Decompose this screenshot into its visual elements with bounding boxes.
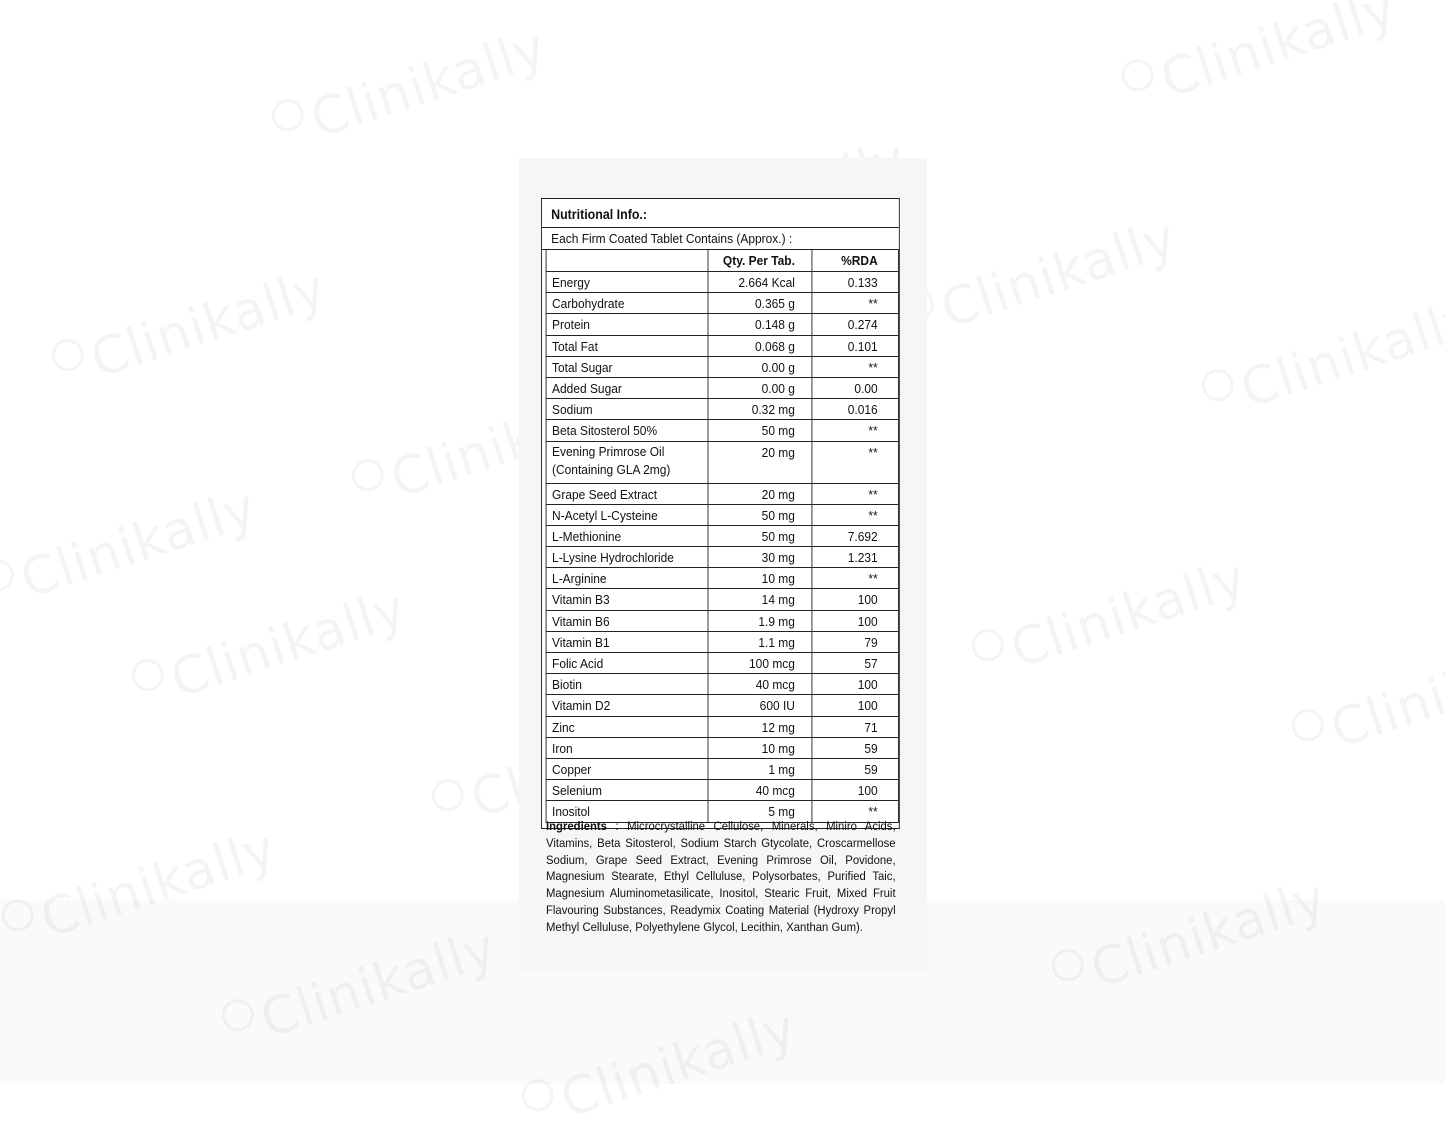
nutrient-name: Folic Acid [547, 653, 709, 673]
nutrient-name: Sodium [547, 399, 709, 419]
nutrient-qty: 1.9 mg [708, 611, 812, 631]
watermark-text [304, 18, 554, 150]
watermark-text [934, 208, 1184, 340]
nutrient-rda: 0.133 [847, 275, 878, 290]
nutrient-qty: 1.1 mg [708, 632, 812, 652]
nutrient-qty: 20 mg [708, 442, 812, 483]
table-header-row [547, 250, 898, 272]
table-row [547, 526, 898, 547]
nutrient-rda: 0.101 [847, 338, 878, 354]
table-row [547, 505, 898, 526]
table-row [547, 357, 898, 378]
nutrient-name: Vitamin B6 [547, 611, 709, 631]
nutrient-rda: 59 [864, 761, 878, 777]
brand-mark-icon [128, 655, 168, 695]
nutrient-rda: 79 [864, 634, 878, 650]
watermark-text [1154, 0, 1404, 110]
nutrient-rda: ** [868, 571, 878, 587]
nutrient-name: Vitamin B3 [547, 589, 709, 609]
table-row [547, 653, 898, 674]
nutrition-title: Nutritional Info.: [542, 199, 899, 228]
nutrient-name: Energy [547, 272, 709, 292]
table-row [547, 484, 898, 505]
nutrient-rda: ** [868, 507, 878, 523]
watermark [1288, 628, 1445, 772]
table-row [547, 738, 898, 759]
table-row [547, 293, 898, 314]
nutrient-name: Beta Sitosterol 50% [547, 420, 709, 440]
nutrient-qty: 50 mg [708, 420, 812, 440]
nutrition-table [541, 198, 900, 829]
nutrient-rda: ** [868, 423, 878, 439]
nutrient-rda: 0.016 [847, 402, 878, 418]
nutrient-qty: 50 mg [708, 505, 812, 525]
nutrient-rda: 57 [864, 656, 878, 671]
nutrient-name: Total Fat [547, 336, 709, 356]
nutrient-name: L-Methionine [547, 526, 709, 546]
nutrient-name-line2: (Containing GLA 2mg) [552, 461, 671, 477]
watermark [268, 18, 554, 162]
nutrient-qty: 0.148 g [708, 314, 812, 334]
table-row [547, 695, 898, 716]
table-row [547, 314, 898, 335]
nutrient-name: Added Sugar [547, 378, 709, 398]
nutrient-rda: 100 [857, 592, 878, 608]
nutrient-name: Zinc [547, 717, 709, 737]
nutrient-name-line1: Evening Primrose Oil [552, 443, 665, 459]
nutrient-name: Iron [547, 738, 709, 758]
nutrient-name: L-Arginine [547, 568, 709, 588]
nutrient-qty: 0.00 g [708, 378, 812, 398]
nutrient-name: Selenium [547, 780, 709, 800]
watermark [1118, 0, 1404, 122]
nutrient-qty: 2.664 Kcal [708, 272, 812, 292]
table-row [547, 611, 898, 632]
nutrient-qty: 50 mg [708, 526, 812, 546]
table-row [547, 547, 898, 568]
header-qty: Qty. Per Tab. [708, 250, 812, 271]
watermark-text [1324, 628, 1445, 760]
nutrient-rda: 100 [857, 783, 878, 799]
nutrition-subtitle: Each Firm Coated Tablet Contains (Approx.) : [542, 228, 899, 250]
nutrient-qty: 20 mg [708, 484, 812, 504]
nutrient-qty: 14 mg [708, 589, 812, 609]
brand-mark-icon [48, 335, 88, 375]
watermark-text [84, 258, 334, 390]
table-row [547, 399, 898, 420]
watermark [0, 478, 264, 622]
nutrient-name: Protein [547, 314, 709, 334]
watermark-text [1004, 548, 1254, 680]
nutrient-qty: 1 mg [708, 759, 812, 779]
table-row [547, 632, 898, 653]
nutrient-name: Vitamin B1 [547, 632, 709, 652]
nutrient-qty: 0.32 mg [708, 399, 812, 419]
table-row [547, 674, 898, 695]
nutrient-name: L-Lysine Hydrochloride [547, 547, 709, 567]
brand-mark-icon [1288, 705, 1328, 745]
table-row [547, 717, 898, 738]
table-row [547, 568, 898, 589]
nutrient-rda: ** [868, 359, 878, 375]
watermark [48, 258, 334, 402]
nutrient-qty: 0.365 g [708, 293, 812, 313]
brand-mark-icon [428, 775, 468, 815]
nutrient-qty: 10 mg [708, 738, 812, 758]
nutrient-rda: ** [868, 444, 878, 460]
nutrient-name: Total Sugar [547, 357, 709, 377]
watermark [898, 208, 1184, 352]
nutrient-qty: 0.00 g [708, 357, 812, 377]
table-row [547, 420, 898, 441]
ingredients-text [546, 818, 896, 936]
table-row [547, 759, 898, 780]
nutrient-rda: 7.692 [847, 528, 878, 544]
nutrient-name: Inositol [547, 801, 709, 821]
nutrient-rda: 100 [857, 613, 878, 629]
nutrient-qty: 600 IU [708, 695, 812, 715]
nutrient-rda: 71 [864, 719, 878, 735]
ingredients-list: : Microcrystalline Cellulose, Minerals, Miniro Acids, Vitamins, Beta Sitosterol, Sodium Starch Gtycolate, Croscarmellose Sodium, Grape Seed Extract, Evening Primrose Oil, Povidone, Magnesium Stearate, Ethyl Celluluse, Polysorbates, Purified Taic, Magnesium Aluminometasilicate, Inositol, Stearic Fruit, Mixed Fruit Flavouring Substances, Readymix Coating Material (Hydroxy Propyl Methyl Celluluse, Polyethylene Glycol, Lecithin, Xanthan Gum). [546, 819, 896, 934]
nutrient-qty: 100 mcg [708, 653, 812, 673]
table-row [547, 589, 898, 610]
table-row [547, 272, 898, 293]
table-row [547, 442, 898, 484]
watermark [1198, 288, 1445, 432]
nutrient-qty: 5 mg [708, 801, 812, 821]
nutrient-rda: ** [868, 486, 878, 502]
nutrient-rda: 100 [857, 677, 878, 693]
nutrient-qty: 0.068 g [708, 336, 812, 356]
brand-mark-icon [1198, 365, 1238, 405]
nutrient-name: Grape Seed Extract [547, 484, 709, 504]
nutrient-qty: 10 mg [708, 568, 812, 588]
table-row [547, 780, 898, 801]
watermark-text [1234, 288, 1445, 420]
watermark [968, 548, 1254, 692]
nutrient-name: Copper [547, 759, 709, 779]
nutrient-rda: 0.274 [847, 317, 878, 333]
brand-mark-icon [268, 95, 308, 135]
table-row [547, 336, 898, 357]
brand-mark-icon [1118, 55, 1158, 95]
nutrient-rda: 1.231 [847, 550, 878, 566]
watermark-text [14, 478, 264, 610]
brand-mark-icon [348, 455, 388, 495]
nutrient-name: Vitamin D2 [547, 695, 709, 715]
header-rda: %RDA [841, 253, 878, 268]
watermark-text [164, 578, 414, 710]
brand-mark-icon [968, 625, 1008, 665]
nutrient-name: Biotin [547, 674, 709, 694]
nutrient-qty: 40 mcg [708, 780, 812, 800]
nutrient-rda: 100 [857, 698, 878, 714]
product-label-card [519, 158, 927, 970]
ingredients-label: Ingredients [546, 819, 607, 833]
nutrient-qty: 30 mg [708, 547, 812, 567]
nutrient-name [547, 442, 709, 483]
header-nutrient [547, 250, 709, 271]
nutrient-rda: ** [868, 804, 878, 820]
nutrient-qty: 12 mg [708, 717, 812, 737]
nutrient-rda: ** [868, 296, 878, 312]
brand-mark-icon [0, 555, 18, 595]
nutrient-name: Carbohydrate [547, 293, 709, 313]
table-row [547, 378, 898, 399]
nutrient-rda: 59 [864, 740, 878, 756]
nutrient-name: N-Acetyl L-Cysteine [547, 505, 709, 525]
nutrient-rda: 0.00 [854, 380, 878, 396]
watermark [128, 578, 414, 722]
nutrition-rows [546, 250, 899, 823]
nutrient-qty: 40 mcg [708, 674, 812, 694]
